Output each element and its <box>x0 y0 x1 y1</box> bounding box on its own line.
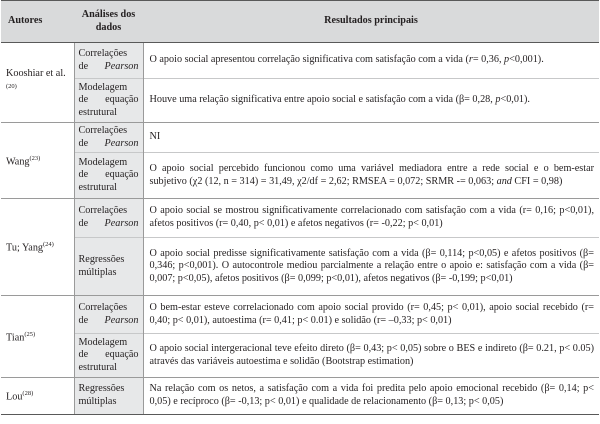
result-text: <0,01). <box>500 94 530 106</box>
analysis-label: Correlações de <box>78 301 128 326</box>
result-cell <box>143 79 599 123</box>
analysis-label-italic: Pearson <box>104 314 139 326</box>
author-ref: (20) <box>6 82 17 90</box>
analysis-cell <box>74 296 143 334</box>
author-ref: (24) <box>43 241 54 248</box>
analysis-cell: Modelagem de equação estrutural <box>74 334 143 378</box>
analysis-cell: Modelagem de equação estrutural <box>74 79 143 123</box>
analysis-cell <box>74 43 143 79</box>
result-text: and <box>496 175 512 187</box>
analysis-cell <box>74 199 143 238</box>
author-name: Kooshiar et al. <box>6 68 66 80</box>
author-ref: (23) <box>29 154 41 162</box>
result-text: CFI = 0,98) <box>511 175 563 187</box>
result-text: Houve uma relação significativa entre apoio social e satisfação com a vida (β= 0,28, <box>149 94 496 106</box>
table-row <box>1 79 599 123</box>
table-row <box>1 123 599 153</box>
table-header-row <box>1 1 599 43</box>
result-text: O apoio social percebido funcionou como uma variável mediadora entre a rede social e o bem-estar subjetivo (χ2 (12, n = 314) = 31,49, χ2/df = 2,62; RMSEA = 0,072; SRMR -= 0,063; <box>149 162 594 187</box>
analysis-cell <box>74 123 143 153</box>
analysis-cell: Regressões múltiplas <box>74 238 143 296</box>
author-name: Tian <box>6 331 25 343</box>
table-row <box>1 334 599 378</box>
table-row <box>1 238 599 296</box>
result-text: <0,001). <box>509 54 544 66</box>
table-row <box>1 199 599 238</box>
author-cell <box>1 199 74 296</box>
analysis-label: Correlações de <box>78 205 128 229</box>
result-cell <box>143 153 599 199</box>
result-text: r <box>468 54 473 66</box>
result-cell: NI <box>143 123 599 153</box>
author-name: Wang <box>6 155 30 167</box>
header-authors: Autores <box>1 1 74 43</box>
table-row <box>1 153 599 199</box>
author-cell <box>1 378 74 415</box>
table-row <box>1 296 599 334</box>
result-cell: O apoio social predisse significativamente satisfação com a vida (β= 0,114; p<0,05) e afetos positivos (β= 0,346; p<0,001). O autocontrole mediou parcialmente a relação entre o apoio e: satisfação com a vida (β= 0,007; p<0,05), afetos positivos (β= 0,099; p<0,01), afetos negativos (β= -0,199; p<0,01) <box>143 238 599 296</box>
result-text: p <box>495 94 501 106</box>
header-results: Resultados principais <box>143 1 599 43</box>
result-cell: O bem-estar esteve correlacionado com apoio social provido (r= 0,45; p< 0,01), apoio social recebido (r= 0,40; p< 0,01), autoestima (r= 0,41; p< 0.01) e solidão (r= –0,33; p< 0,01) <box>143 296 599 334</box>
result-cell: O apoio social intergeracional teve efeito direto (β= 0,43; p< 0,05) sobre o BES e indireto (β= 0.21, p< 0.05) através das variáveis autoestima e solidão (Bootstrap estimation) <box>143 334 599 378</box>
analysis-label-italic: Pearson <box>104 218 139 229</box>
result-text: p <box>504 54 510 66</box>
analysis-label-italic: Pearson <box>104 137 139 149</box>
author-name: Lou <box>6 391 23 403</box>
table-row <box>1 43 599 79</box>
author-ref: (28) <box>22 390 34 397</box>
result-cell: O apoio social se mostrou significativamente correlacionado com satisfação com a vida (r= 0,16; p<0,01), afetos positivos (r= 0,40, p< 0,01) e afetos negativos (r= -0,22; p< 0,01) <box>143 199 599 238</box>
result-text: O apoio social apresentou correlação significativa com satisfação com a vida ( <box>149 54 469 66</box>
results-table <box>1 0 599 415</box>
result-cell <box>143 43 599 79</box>
author-cell <box>1 296 74 378</box>
result-text: = 0,36, <box>472 54 505 66</box>
analysis-cell: Regressões múltiplas <box>74 378 143 415</box>
header-analysis: Análises dos dados <box>74 1 143 43</box>
author-name: Tu; Yang <box>6 242 44 254</box>
analysis-cell: Modelagem de equação estrutural <box>74 153 143 199</box>
author-cell <box>1 43 74 123</box>
author-ref: (25) <box>24 330 36 338</box>
result-cell: Na relação com os netos, a satisfação com a vida foi predita pelo apoio emocional recebido (β= 0,14; p< 0,05) e recíproco (β= -0,13; p< 0,01) e qualidade de relacionamento (β= 0,13; p< 0,05) <box>143 378 599 415</box>
author-cell <box>1 123 74 199</box>
table-row <box>1 378 599 415</box>
analysis-label: Correlações de <box>78 47 128 72</box>
analysis-label-italic: Pearson <box>104 60 139 72</box>
analysis-label: Correlações de <box>78 124 128 149</box>
